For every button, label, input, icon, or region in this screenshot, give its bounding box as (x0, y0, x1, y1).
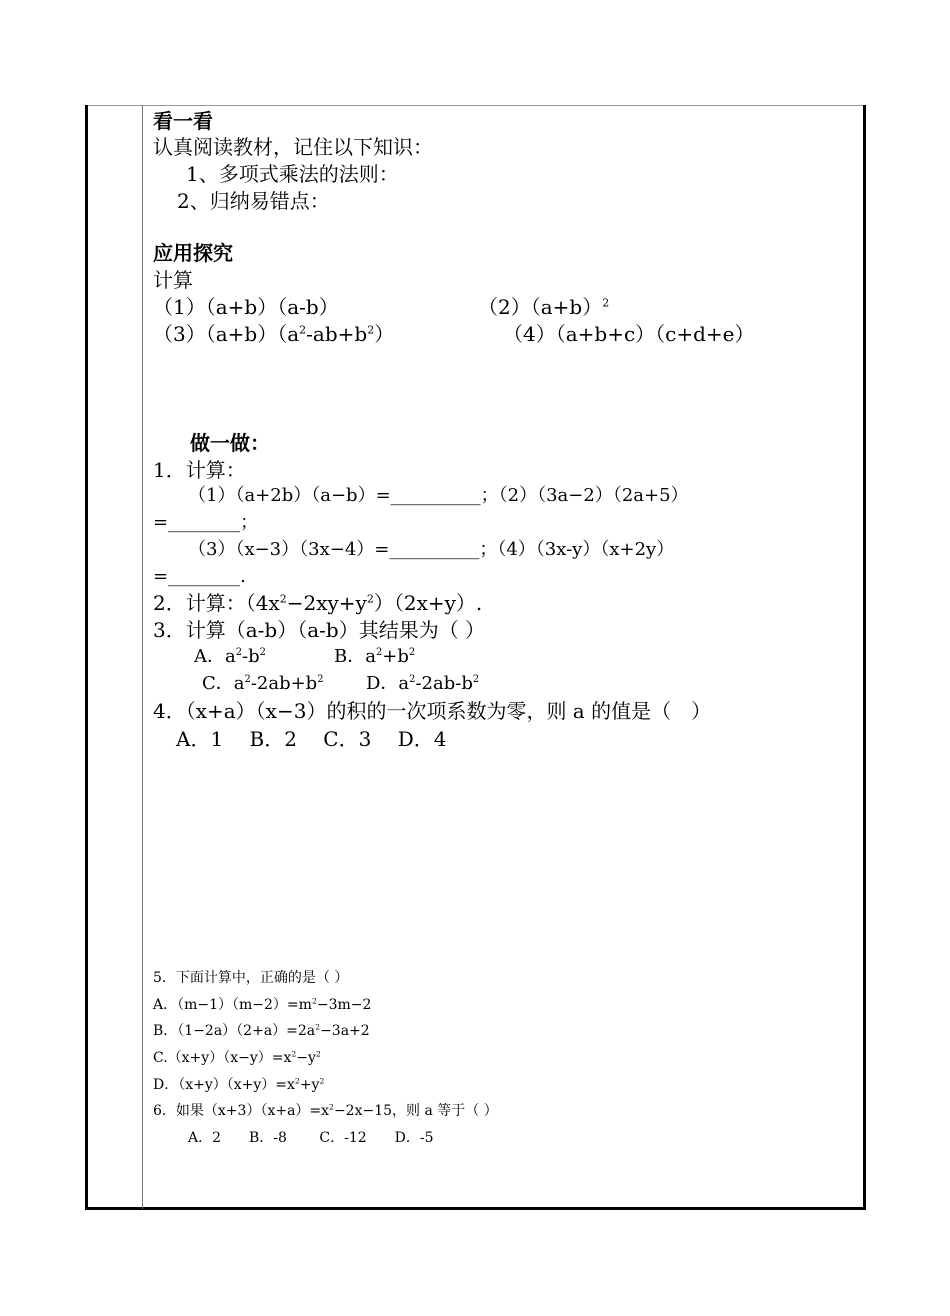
problem-3: $(3)(a+b)(a^2-ab+b^2)$ (153, 322, 395, 346)
question-4-options: A．1 B．2 C．3 D．4 (176, 727, 447, 751)
question-6-options: A．2 B．-8 C．-12 D．-5 (188, 1130, 434, 1146)
section-heading-apply: 应用探究 (153, 241, 233, 265)
table-left-border (85, 105, 88, 1209)
question-5-option-b: B．$(1-2a)(2+a)=2a^2-3a+2$ (153, 1022, 370, 1039)
intro-text: 认真阅读教材，记住以下知识： (153, 135, 433, 159)
question-2: 2．计算：$(4x^2-2xy+y^2)(2x+y)$. (153, 591, 483, 615)
question-6: 6．如果$(x+3)(x+a)=x^2-2x-15$，则 a 等于（ ） (153, 1102, 498, 1119)
problem-4: （4）（a+b+c）（c+d+e） (503, 322, 755, 346)
table-column-divider (142, 105, 143, 1209)
section-heading-look: 看一看 (153, 109, 213, 133)
question-4: 4．（x+a）（x−3）的积的一次项系数为零，则 a 的值是（ ） (153, 699, 712, 723)
question-3-option-b: B．$a^2+b^2$ (334, 646, 416, 667)
question-5: 5．下面计算中，正确的是（ ） (153, 970, 349, 986)
question-5-option-d: D．$(x+y)(x+y)=x^2+y^2$ (153, 1076, 325, 1093)
question-1-line-4: =________. (153, 566, 246, 587)
question-5-option-a: A．$(m-1)(m-2)=m^2-3m-2$ (153, 996, 372, 1013)
table-bottom-border (85, 1207, 866, 1210)
calc-label: 计算 (153, 268, 193, 292)
question-5-option-c: $C.(x+y)(x-y)=x^2-y^2$ (153, 1049, 321, 1066)
question-3: 3．计算（a-b）（a-b）其结果为（ ） (153, 618, 486, 642)
question-1-line-1: （1）（a+2b）（a−b）=__________；（2）（3a−2）（2a+5） (188, 485, 689, 506)
question-1-label: 1．计算： (153, 458, 246, 482)
question-3-option-c: C．$a^2-2ab+b^2$ (202, 673, 324, 694)
table-right-border (863, 105, 866, 1209)
table-top-border (85, 105, 865, 106)
section-heading-do: 做一做： (190, 431, 270, 455)
problem-2: $(2)(a+b)^2$ (478, 295, 610, 319)
question-3-option-d: D．$a^2-2ab-b^2$ (366, 673, 480, 694)
knowledge-item-1: 1、多项式乘法的法则： (186, 162, 399, 186)
problem-1: （1）（a+b）（a-b） (153, 295, 339, 319)
question-3-option-a: A．$a^2-b^2$ (194, 646, 266, 667)
question-1-line-3: （3）（x−3）（3x−4）=__________；（4）（3x-y）（x+2y） (188, 539, 675, 560)
knowledge-item-2: 2、归纳易错点： (177, 189, 330, 213)
question-1-line-2: =________； (153, 512, 259, 533)
